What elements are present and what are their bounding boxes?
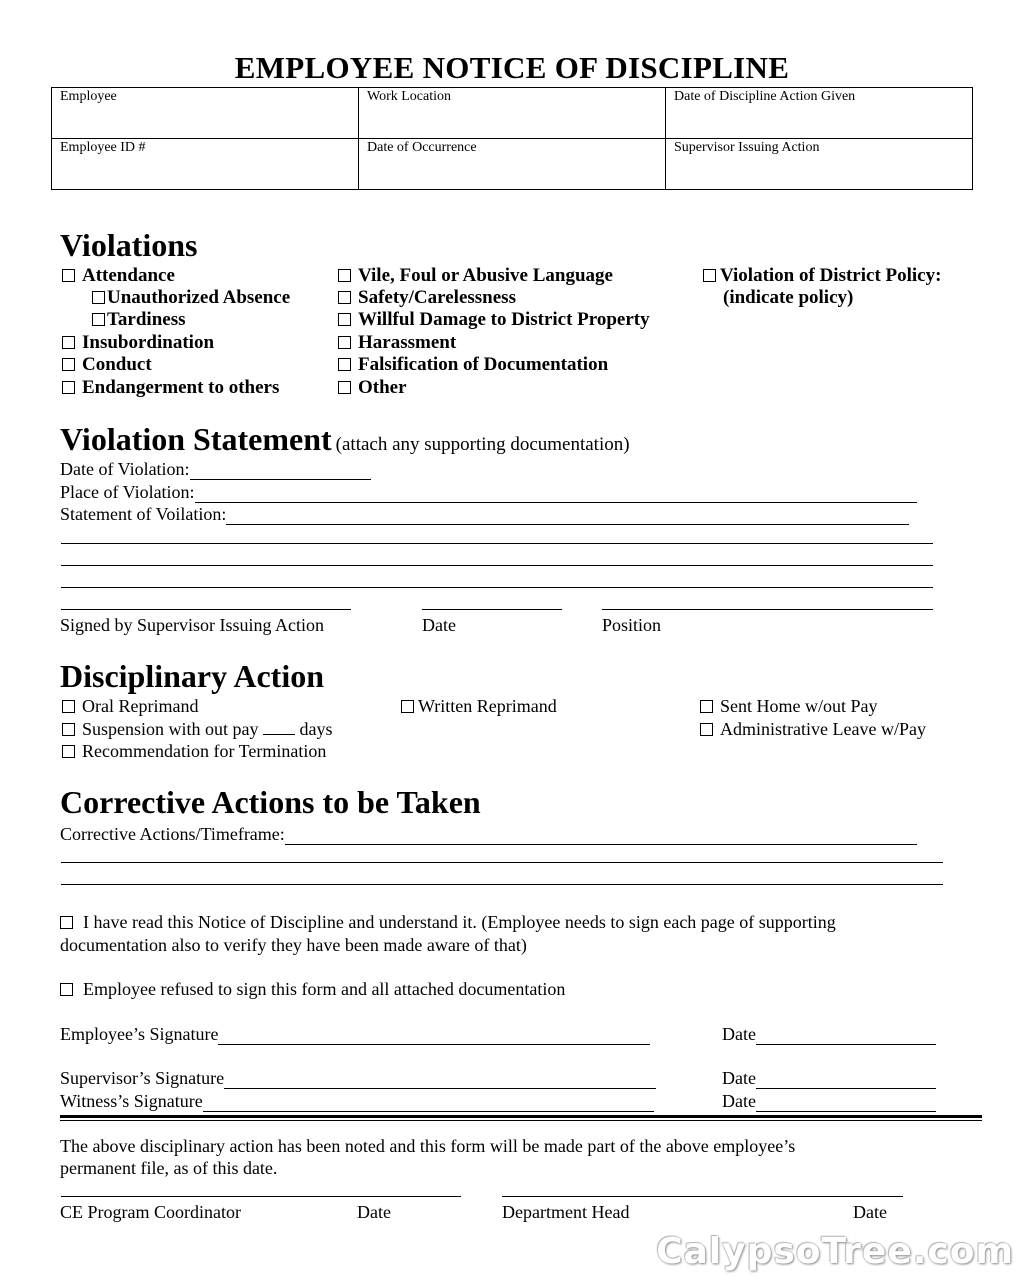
- checkbox[interactable]: [60, 983, 73, 996]
- indicate-policy-label: (indicate policy): [723, 287, 854, 308]
- supervisor-issuing-field[interactable]: Supervisor Issuing Action: [674, 140, 820, 155]
- checkbox[interactable]: [62, 723, 75, 736]
- checkbox[interactable]: [700, 723, 713, 736]
- corrective-input[interactable]: [285, 827, 917, 845]
- date-action-given-field[interactable]: Date of Discipline Action Given: [674, 89, 856, 104]
- checkbox[interactable]: [338, 336, 351, 349]
- place-of-violation-label: Place of Violation:: [60, 482, 195, 502]
- employee-date-input[interactable]: [756, 1027, 936, 1045]
- position-line[interactable]: [602, 609, 933, 610]
- corrective-line[interactable]: [61, 862, 943, 863]
- violation-attendance[interactable]: Attendance: [62, 265, 175, 287]
- checkbox[interactable]: [338, 269, 351, 282]
- violation-willful-damage[interactable]: Willful Damage to District Property: [338, 309, 650, 331]
- corrective-line[interactable]: [61, 884, 943, 885]
- violation-unauthorized-absence[interactable]: Unauthorized Absence: [92, 287, 290, 309]
- checkbox[interactable]: [338, 381, 351, 394]
- watermark-logo: CalypsoTree.com: [656, 1231, 1014, 1272]
- action-suspension[interactable]: Suspension with out pay days: [62, 719, 333, 740]
- footer-note-line1: The above disciplinary action has been noted and this form will be made part of the above employee’s: [60, 1136, 796, 1156]
- checkbox[interactable]: [338, 358, 351, 371]
- ce-coordinator-signature-line[interactable]: [61, 1196, 461, 1197]
- checkbox[interactable]: [62, 381, 75, 394]
- form-title: EMPLOYEE NOTICE OF DISCIPLINE: [234, 50, 790, 85]
- divider-thick: [60, 1115, 982, 1118]
- witness-date-label: Date: [722, 1091, 756, 1111]
- checkbox[interactable]: [60, 916, 73, 929]
- checkbox[interactable]: [401, 700, 414, 713]
- dept-head-label: Department Head: [502, 1202, 630, 1222]
- header-table: [51, 87, 973, 190]
- date-of-violation-label: Date of Violation:: [60, 459, 190, 479]
- statement-heading-row: [60, 421, 630, 458]
- date-of-violation-input[interactable]: [190, 462, 371, 480]
- checkbox[interactable]: [338, 291, 351, 304]
- checkbox[interactable]: [700, 700, 713, 713]
- violation-endangerment[interactable]: Endangerment to others: [62, 377, 279, 399]
- checkbox[interactable]: [62, 269, 75, 282]
- witness-signature-label: Witness’s Signature: [60, 1091, 203, 1111]
- disciplinary-heading: Disciplinary Action: [60, 658, 325, 694]
- date-of-violation-row: [60, 459, 371, 480]
- violation-abusive-language[interactable]: Vile, Foul or Abusive Language: [338, 265, 613, 287]
- supervisor-signature-line[interactable]: [61, 609, 351, 610]
- checkbox[interactable]: [62, 700, 75, 713]
- statement-heading: Violation Statement: [60, 421, 332, 457]
- corrective-row: [60, 824, 917, 845]
- supervisor-signature-label: Supervisor’s Signature: [60, 1068, 225, 1088]
- dept-head-date-label: Date: [853, 1202, 887, 1222]
- statement-line[interactable]: [61, 565, 933, 566]
- employee-signature-label: Employee’s Signature: [60, 1024, 219, 1044]
- supervisor-date-input[interactable]: [756, 1071, 936, 1089]
- position-label: Position: [602, 615, 662, 635]
- witness-signature-row: [60, 1091, 654, 1112]
- acknowledge-read-line2: documentation also to verify they have been made aware of that): [60, 935, 527, 955]
- action-admin-leave[interactable]: Administrative Leave w/Pay: [700, 719, 926, 740]
- action-written-reprimand[interactable]: Written Reprimand: [401, 696, 557, 717]
- statement-of-violation-label: Statement of Voilation:: [60, 504, 227, 524]
- action-sent-home[interactable]: Sent Home w/out Pay: [700, 696, 878, 717]
- employee-signature-row: [60, 1024, 650, 1045]
- corrective-heading: Corrective Actions to be Taken: [60, 784, 481, 820]
- supervisor-date-label: Date: [722, 1068, 756, 1088]
- employee-field[interactable]: Employee: [60, 89, 117, 104]
- place-of-violation-input[interactable]: [195, 485, 917, 503]
- employee-date-row: [722, 1024, 936, 1045]
- statement-line[interactable]: [61, 543, 933, 544]
- violation-insubordination[interactable]: Insubordination: [62, 332, 214, 354]
- checkbox[interactable]: [338, 313, 351, 326]
- supervisor-date-row: [722, 1068, 936, 1089]
- violation-harassment[interactable]: Harassment: [338, 332, 456, 354]
- signed-by-label: Signed by Supervisor Issuing Action: [60, 615, 324, 635]
- acknowledge-read[interactable]: I have read this Notice of Discipline and understand it. (Employee needs to sign each page of supporting: [60, 912, 836, 933]
- checkbox[interactable]: [703, 269, 716, 282]
- ce-date-label: Date: [357, 1202, 391, 1222]
- action-oral-reprimand[interactable]: Oral Reprimand: [62, 696, 198, 717]
- supervisor-signature-row: [60, 1068, 656, 1089]
- employee-signature-input[interactable]: [218, 1027, 650, 1045]
- violation-falsification[interactable]: Falsification of Documentation: [338, 354, 608, 376]
- employee-id-field[interactable]: Employee ID #: [60, 140, 146, 155]
- date-occurrence-field[interactable]: Date of Occurrence: [367, 140, 477, 155]
- statement-line[interactable]: [61, 587, 933, 588]
- checkbox[interactable]: [62, 745, 75, 758]
- statement-date-line[interactable]: [422, 609, 562, 610]
- witness-signature-input[interactable]: [203, 1094, 654, 1112]
- violation-safety[interactable]: Safety/Carelessness: [338, 287, 516, 309]
- witness-date-row: [722, 1091, 936, 1112]
- violation-district-policy[interactable]: Violation of District Policy:: [703, 265, 941, 287]
- corrective-label: Corrective Actions/Timeframe:: [60, 824, 285, 844]
- ce-coordinator-label: CE Program Coordinator: [60, 1202, 241, 1222]
- statement-of-violation-input[interactable]: [226, 507, 909, 525]
- checkbox[interactable]: [62, 358, 75, 371]
- violations-heading: Violations: [60, 227, 198, 263]
- violation-tardiness[interactable]: Tardiness: [92, 309, 186, 331]
- checkbox[interactable]: [92, 291, 105, 304]
- dept-head-signature-line[interactable]: [502, 1196, 903, 1197]
- statement-date-label: Date: [422, 615, 456, 635]
- supervisor-signature-input[interactable]: [224, 1071, 656, 1089]
- acknowledge-refused[interactable]: Employee refused to sign this form and all attached documentation: [60, 979, 565, 1000]
- violation-other[interactable]: Other: [338, 377, 407, 399]
- checkbox[interactable]: [62, 336, 75, 349]
- action-termination[interactable]: Recommendation for Termination: [62, 741, 326, 762]
- footer-note-line2: permanent file, as of this date.: [60, 1158, 278, 1178]
- statement-note: (attach any supporting documentation): [335, 434, 630, 455]
- suspension-days-input[interactable]: [263, 720, 295, 735]
- divider-thin: [60, 1120, 982, 1121]
- statement-of-violation-row: [60, 504, 909, 525]
- place-of-violation-row: [60, 482, 917, 503]
- employee-date-label: Date: [722, 1024, 756, 1044]
- witness-date-input[interactable]: [756, 1094, 936, 1112]
- violation-conduct[interactable]: Conduct: [62, 354, 152, 376]
- checkbox[interactable]: [92, 313, 105, 326]
- work-location-field[interactable]: Work Location: [367, 89, 452, 104]
